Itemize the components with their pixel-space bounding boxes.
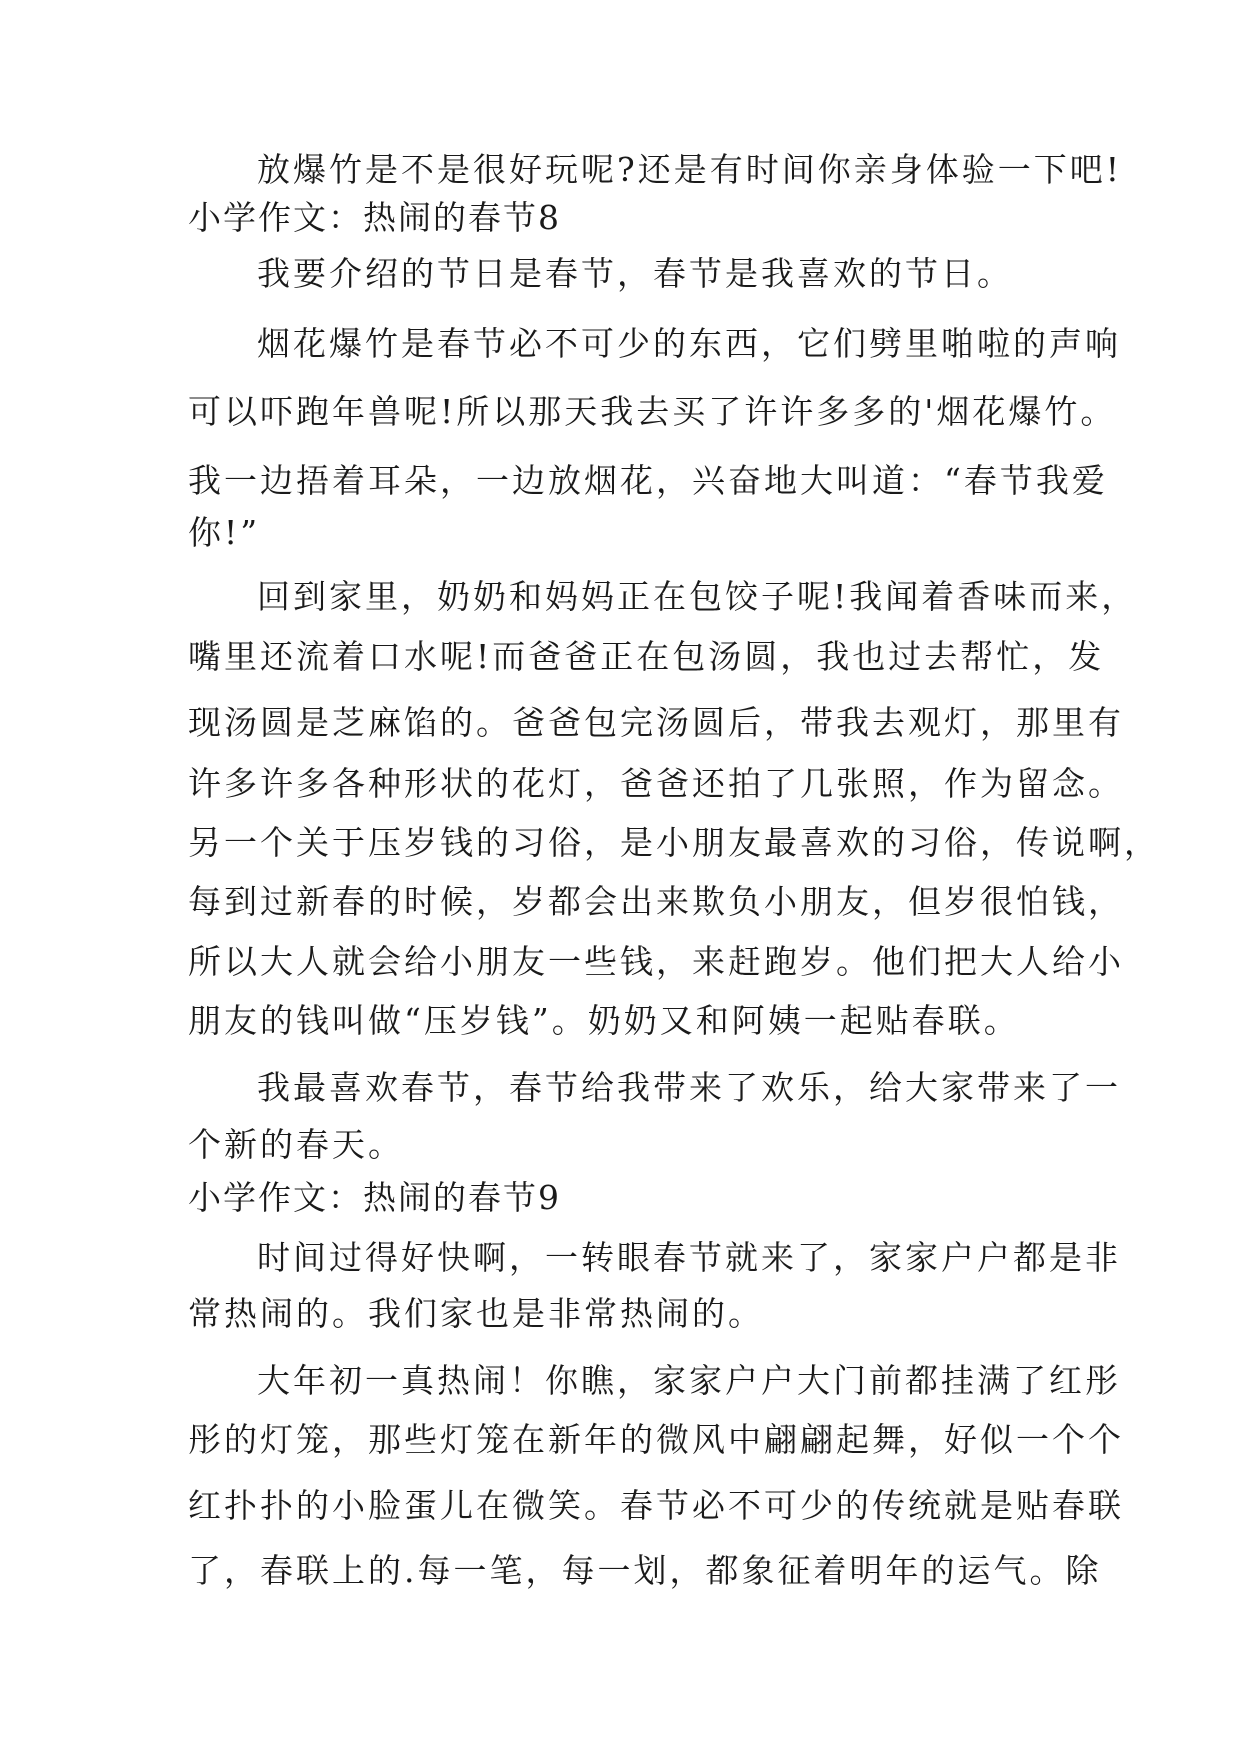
section-heading: 小学作文：热闹的春节9 bbox=[188, 1178, 561, 1217]
paragraph-line: 红扑扑的小脸蛋儿在微笑。春节必不可少的传统就是贴春联 bbox=[188, 1486, 1124, 1525]
paragraph-line: 另一个关于压岁钱的习俗，是小朋友最喜欢的习俗，传说啊， bbox=[188, 823, 1160, 862]
paragraph-line: 回到家里，奶奶和妈妈正在包饺子呢!我闻着香味而来， bbox=[257, 577, 1138, 616]
paragraph-line: 可以吓跑年兽呢!所以那天我去买了许许多多的'烟花爆竹。 bbox=[188, 392, 1117, 431]
paragraph-line: 我一边捂着耳朵，一边放烟花，兴奋地大叫道：“春节我爱 bbox=[188, 461, 1108, 500]
paragraph-line: 大年初一真热闹！你瞧，家家户户大门前都挂满了红彤 bbox=[257, 1361, 1121, 1400]
paragraph-line: 烟花爆竹是春节必不可少的东西，它们劈里啪啦的声响 bbox=[257, 324, 1121, 363]
paragraph-line: 许多许多各种形状的花灯，爸爸还拍了几张照，作为留念。 bbox=[188, 764, 1124, 803]
paragraph-line: 嘴里还流着口水呢!而爸爸正在包汤圆，我也过去帮忙，发 bbox=[188, 637, 1105, 676]
paragraph-line: 我要介绍的节日是春节，春节是我喜欢的节日。 bbox=[257, 254, 1013, 293]
paragraph-line: 了，春联上的.每一笔，每一划，都象征着明年的运气。除 bbox=[188, 1551, 1102, 1590]
paragraph-line: 现汤圆是芝麻馅的。爸爸包完汤圆后，带我去观灯，那里有 bbox=[188, 703, 1124, 742]
paragraph-line: 所以大人就会给小朋友一些钱，来赶跑岁。他们把大人给小 bbox=[188, 942, 1124, 981]
paragraph-line: 放爆竹是不是很好玩呢?还是有时间你亲身体验一下吧! bbox=[257, 150, 1122, 189]
section-heading: 小学作文：热闹的春节8 bbox=[188, 198, 561, 237]
paragraph-line: 个新的春天。 bbox=[188, 1125, 404, 1164]
paragraph-line: 彤的灯笼，那些灯笼在新年的微风中翩翩起舞，好似一个个 bbox=[188, 1420, 1124, 1459]
paragraph-line: 时间过得好快啊，一转眼春节就来了，家家户户都是非 bbox=[257, 1238, 1121, 1277]
paragraph-line: 常热闹的。我们家也是非常热闹的。 bbox=[188, 1294, 764, 1333]
paragraph-line: 我最喜欢春节，春节给我带来了欢乐，给大家带来了一 bbox=[257, 1068, 1121, 1107]
paragraph-line: 朋友的钱叫做“压岁钱”。奶奶又和阿姨一起贴春联。 bbox=[188, 1001, 1020, 1040]
paragraph-line: 你!” bbox=[188, 513, 261, 552]
paragraph-line: 每到过新春的时候，岁都会出来欺负小朋友，但岁很怕钱， bbox=[188, 882, 1124, 921]
